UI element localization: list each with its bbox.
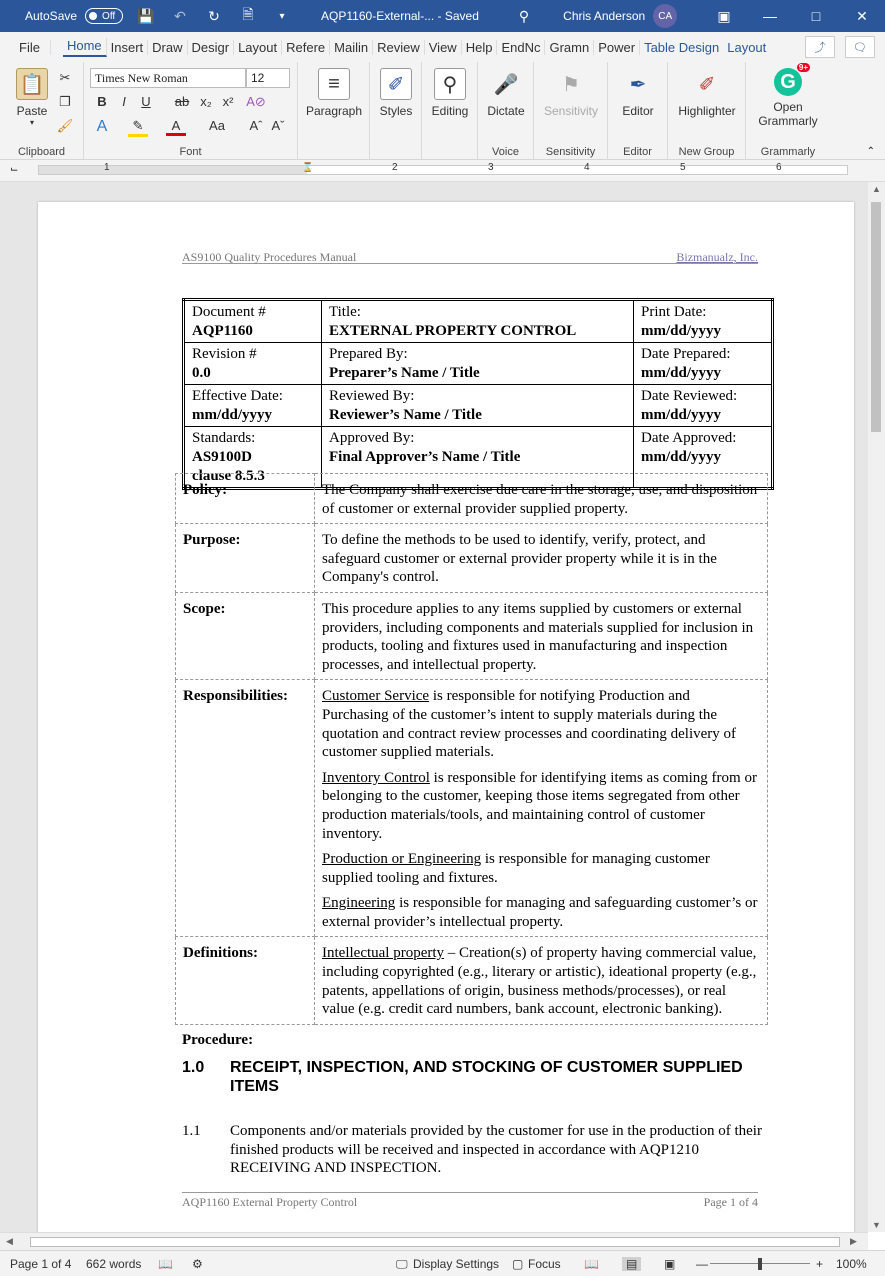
title-label: Title: [329,304,361,320]
table-cell[interactable] [184,385,322,427]
footer-left-text: AQP1160 External Property Control [182,1195,358,1209]
definition-text: – Creation(s) of property having commercial value, including copyrighted (e.g., literary or artistic), ideational property (e.g., patents, appellations of origin, business methods/processes), or real value (e.g. credit card numbers, bank account, electronic banking). [322,945,757,1018]
title-bar [0,0,885,32]
paragraph-icon: ≡ [318,68,350,100]
ruler-number: 5 [680,162,686,173]
print-layout-icon[interactable]: ▤ [622,1257,641,1271]
font-group-label: Font [179,146,202,158]
ribbon-tabs [0,32,885,62]
date-approved-value: mm/dd/yyyy [641,449,722,465]
open-grammarly-button[interactable] [754,63,822,128]
effective-date-value: mm/dd/yyyy [192,407,273,423]
scroll-down-icon[interactable]: ▼ [872,1220,881,1230]
scope-label[interactable]: Scope: [176,592,315,679]
date-approved-label: Date Approved: [641,430,737,446]
change-case-icon[interactable]: Aa [209,118,225,133]
ruler [0,160,885,182]
avatar[interactable]: CA [653,4,677,28]
document-info-table [182,298,774,490]
underline-icon[interactable]: U [141,94,151,109]
voice-group-label: Voice [492,146,519,158]
tab-grammarly[interactable]: Gramn [545,40,594,55]
status-bar [0,1250,885,1276]
table-cell[interactable] [634,343,773,385]
sensitivity-group [534,62,608,160]
sensitivity-group-label: Sensitivity [545,146,596,158]
section-heading[interactable] [182,1058,762,1096]
ruler-left-margin [39,166,307,174]
title-value: EXTERNAL PROPERTY CONTROL [329,323,577,339]
styles-group [370,62,422,160]
new-group [668,62,746,160]
highlighter-button[interactable] [672,68,742,118]
editing-group [422,62,478,160]
customize-toolbar-icon[interactable]: ▾ [279,10,285,22]
revision-value: 0.0 [192,365,211,381]
table-cell[interactable] [322,385,634,427]
purpose-label[interactable]: Purpose: [176,524,315,593]
policy-label[interactable]: Policy: [176,474,315,524]
tab-mailings[interactable]: Mailin [330,40,373,55]
dictate-label: Dictate [487,104,525,118]
display-settings-icon[interactable]: 🖵 [396,1257,408,1271]
clipboard-group [0,62,84,160]
prepared-by-label: Prepared By: [329,346,408,362]
responsibility-role: Engineering [322,895,396,912]
font-color-icon[interactable]: A [166,118,186,136]
highlighter-icon: ✐ [698,73,716,96]
document-page[interactable] [38,202,854,1232]
indent-marker-icon[interactable]: ⌛ [302,162,314,172]
subsection-number: 1.1 [182,1123,201,1139]
strikethrough-icon[interactable]: ab [174,94,190,109]
document-title[interactable]: AQP1160-External-... - Saved [321,9,479,23]
voice-group [478,62,534,160]
search-icon[interactable]: ⚲ [518,7,530,24]
scroll-right-icon[interactable]: ▶ [850,1236,857,1246]
grow-font-icon[interactable]: Aˆ [249,118,263,133]
date-reviewed-value: mm/dd/yyyy [641,407,722,423]
ruler-number: 1 [104,162,110,173]
share-icon[interactable]: ⤴ [805,36,835,58]
zoom-slider-knob[interactable] [758,1258,762,1270]
editor-label: Editor [622,104,654,118]
text-effects-icon[interactable]: A [96,118,108,135]
print-date-label: Print Date: [641,304,707,320]
highlighter-label: Highlighter [678,104,736,118]
revision-label: Revision # [192,346,257,362]
paragraph-button[interactable] [304,68,364,118]
format-painter-icon[interactable]: 🖌 [56,118,74,133]
date-prepared-label: Date Prepared: [641,346,731,362]
tab-power[interactable]: Power [594,40,640,55]
minimize-button[interactable]: — [763,8,777,24]
editor-group [608,62,668,160]
table-row [176,592,768,679]
standards-label: Standards: [192,430,256,446]
page-footer [182,1192,758,1210]
clipboard-group-label: Clipboard [17,146,66,158]
font-name-select[interactable]: Times New Roman [90,68,246,88]
subscript-icon[interactable]: x₂ [200,94,212,109]
responsibilities-label[interactable]: Responsibilities: [176,680,315,937]
save-icon[interactable]: 💾 [137,7,155,24]
paragraph-group [298,62,370,160]
section-number: 1.0 [182,1059,205,1076]
italic-icon[interactable]: I [122,94,126,109]
header-right-text: Bizmanualz, Inc. [676,250,758,264]
tab-help[interactable]: Help [462,40,498,55]
redo-icon[interactable]: ↻ [208,7,220,24]
font-size-select[interactable]: 12 [246,68,290,88]
tab-draw[interactable]: Draw [148,40,187,55]
open-grammarly-label: Open Grammarly [758,100,818,128]
read-mode-icon[interactable]: 📖 [584,1257,599,1271]
table-row [176,524,768,593]
maximize-button[interactable]: □ [811,8,821,24]
date-prepared-value: mm/dd/yyyy [641,365,722,381]
table-cell[interactable] [322,300,634,343]
styles-button[interactable] [374,68,418,118]
table-cell[interactable] [634,385,773,427]
horizontal-scroll-thumb[interactable] [30,1237,840,1247]
editor-button[interactable] [614,68,662,118]
tab-view[interactable]: View [425,40,462,55]
responsibility-role: Production or Engineering [322,851,482,868]
sensitivity-label: Sensitivity [543,104,599,118]
date-reviewed-label: Date Reviewed: [641,388,738,404]
styles-label: Styles [379,104,413,118]
ruler-number: 4 [584,162,590,173]
ribbon [0,62,885,160]
close-button[interactable]: ✕ [856,7,868,24]
page-header [182,250,758,264]
purpose-text[interactable]: To define the methods to be used to identify, verify, protect, and safeguard customer or external provider property while it is in the Company's control. [315,524,768,593]
tab-selector-icon[interactable]: ⌙ [10,164,19,175]
table-row [176,937,768,1024]
scope-text[interactable]: This procedure applies to any items supplied by customers or external providers, including components and materials supplied for inclusion in products, tooling and fixtures used in manufacturing and inspection processes, and intellectual property. [315,592,768,679]
focus-button[interactable]: Focus [528,1257,561,1271]
grammarly-group-label: Grammarly [760,146,816,158]
tab-insert[interactable]: Insert [107,40,149,55]
comments-icon[interactable]: 🗨 [845,36,875,58]
autosave-toggle[interactable]: Off [85,8,123,24]
prepared-by-value: Preparer’s Name / Title [329,365,480,381]
tab-design[interactable]: Desigr [188,40,235,55]
styles-icon: ✐ [380,68,412,100]
definitions-cell[interactable] [315,937,768,1024]
reviewed-by-label: Reviewed By: [329,388,415,404]
table-cell[interactable] [184,300,322,343]
vertical-scroll-thumb[interactable] [871,202,881,432]
page-count[interactable]: Page 1 of 4 [10,1257,72,1271]
responsibility-text: is responsible for notifying Production and Purchasing of the customer’s intent to supply materials during the quotation and contract review processes and coordinating delivery of customer supplied materials. [322,688,737,761]
table-cell[interactable] [184,343,322,385]
print-preview-icon[interactable]: 🗎 [242,6,254,22]
highlight-color-icon[interactable]: ✎ [128,118,148,137]
editing-search-icon: ⚲ [434,68,466,100]
web-layout-icon[interactable]: ▣ [664,1257,676,1271]
ruler-number: 3 [488,162,494,173]
table-cell[interactable] [634,300,773,343]
paste-button[interactable]: 📋 Paste ▾ [12,68,52,127]
table-row [184,300,773,343]
display-settings-button[interactable]: Display Settings [413,1257,500,1271]
editing-button[interactable] [426,68,474,118]
paste-icon: 📋 [16,68,48,100]
approved-by-label: Approved By: [329,430,415,446]
responsibility-text: is responsible for identifying items as coming from or belonging to the customer, keeping those items segregated from other production materials/tools, and maintaining control of customer inventory. [322,769,757,842]
tab-review[interactable]: Review [373,40,425,55]
responsibility-role: Inventory Control [322,769,430,786]
table-row [176,680,768,937]
zoom-in-icon[interactable]: + [816,1257,824,1271]
dictate-button[interactable] [482,68,530,118]
doc-num-value: AQP1160 [192,323,253,339]
zoom-out-icon[interactable]: — [696,1257,708,1271]
vertical-scrollbar[interactable] [868,182,885,1232]
tab-home[interactable]: Home [63,38,107,57]
ruler-number: 2 [392,162,398,173]
editor-pen-icon: ✒ [629,73,647,96]
policy-table [175,473,768,1025]
editing-label: Editing [431,104,469,118]
tab-table-design[interactable]: Table Design [644,39,720,55]
footer-right-text: Page 1 of 4 [703,1195,758,1209]
bold-icon[interactable]: B [97,94,107,109]
scroll-up-icon[interactable]: ▲ [872,184,881,194]
sensitivity-icon: ⚑ [562,73,580,96]
shrink-font-icon[interactable]: Aˇ [271,118,285,133]
responsibility-text: is responsible for managing and safeguarding customer’s or external provider’s intellectual property. [322,895,758,930]
paste-label: Paste [16,104,48,118]
responsibility-item [322,769,760,843]
sensitivity-button[interactable] [538,68,604,118]
focus-icon[interactable]: ▢ [512,1257,524,1271]
header-left-text: AS9100 Quality Procedures Manual [182,250,357,264]
grammarly-icon: G 9+ [774,68,802,96]
definitions-label[interactable]: Definitions: [176,937,315,1024]
reviewed-by-value: Reviewer’s Name / Title [329,407,482,423]
standards-value: AS9100D [192,449,253,465]
grammarly-group [746,62,830,160]
scroll-left-icon[interactable]: ◀ [6,1236,13,1246]
proofing-icon[interactable]: 📖 [158,1257,173,1271]
collapse-ribbon-icon[interactable]: ⌃ [866,146,875,157]
responsibility-role: Customer Service [322,688,430,705]
grammarly-badge: 9+ [798,63,808,72]
undo-icon[interactable]: ↶ [174,7,186,24]
table-row [184,343,773,385]
procedure-heading[interactable]: Procedure: [182,1032,254,1048]
responsibility-item [322,850,760,887]
section-title: RECEIPT, INSPECTION, AND STOCKING OF CUSTOMER SUPPLIED ITEMS [230,1059,743,1095]
microphone-icon: 🎤 [493,73,519,96]
responsibilities-cell[interactable] [315,680,768,937]
tab-layout[interactable]: Layout [234,40,282,55]
accessibility-icon[interactable]: ⚙ [192,1257,203,1271]
cut-icon[interactable]: ✂ [59,70,71,85]
ruler-track[interactable] [38,165,848,175]
subsection-text: Components and/or materials provided by the customer for use in the production of their finished products will be received and inspected in accordance with AQP1210 RECEIVING AND INSPECTION. [230,1123,762,1177]
tab-file[interactable]: File [0,40,51,55]
ruler-number: 6 [776,162,782,173]
font-group [84,62,298,160]
user-name[interactable]: Chris Anderson [563,9,646,23]
tab-references[interactable]: Refere [282,40,330,55]
word-count[interactable]: 662 words [86,1257,142,1271]
effective-date-label: Effective Date: [192,388,283,404]
table-row [184,385,773,427]
zoom-level[interactable]: 100% [836,1257,867,1271]
horizontal-scrollbar[interactable] [0,1232,868,1250]
paragraph-label: Paragraph [305,104,363,118]
superscript-icon[interactable]: x² [222,94,234,109]
doc-num-label: Document # [192,304,266,320]
tab-table-layout[interactable]: Layout [727,39,767,55]
responsibility-item [322,687,760,761]
subsection[interactable] [182,1122,762,1178]
responsibility-item [322,894,760,931]
approved-by-value: Final Approver’s Name / Title [329,449,521,465]
autosave-label: AutoSave [25,9,78,23]
print-date-value: mm/dd/yyyy [641,323,722,339]
responsibility-text: is responsible for managing customer supplied tooling and fixtures. [322,851,710,886]
document-area[interactable] [0,182,868,1232]
table-cell[interactable] [322,343,634,385]
definition-term: Intellectual property [322,945,445,962]
editor-group-label: Editor [623,146,652,158]
policy-text[interactable]: The Company shall exercise due care in the storage, use, and disposition of customer or external provider supplied property. [315,474,768,524]
clear-formatting-icon[interactable]: A⊘ [246,94,266,109]
new-group-label: New Group [678,146,735,158]
copy-icon[interactable]: ❐ [59,94,71,109]
clause-value: clause 8.5.3 [192,468,265,484]
tab-endnote[interactable]: EndNc [497,40,545,55]
table-row [176,474,768,524]
ribbon-display-options-icon[interactable]: ▣ [717,7,731,24]
